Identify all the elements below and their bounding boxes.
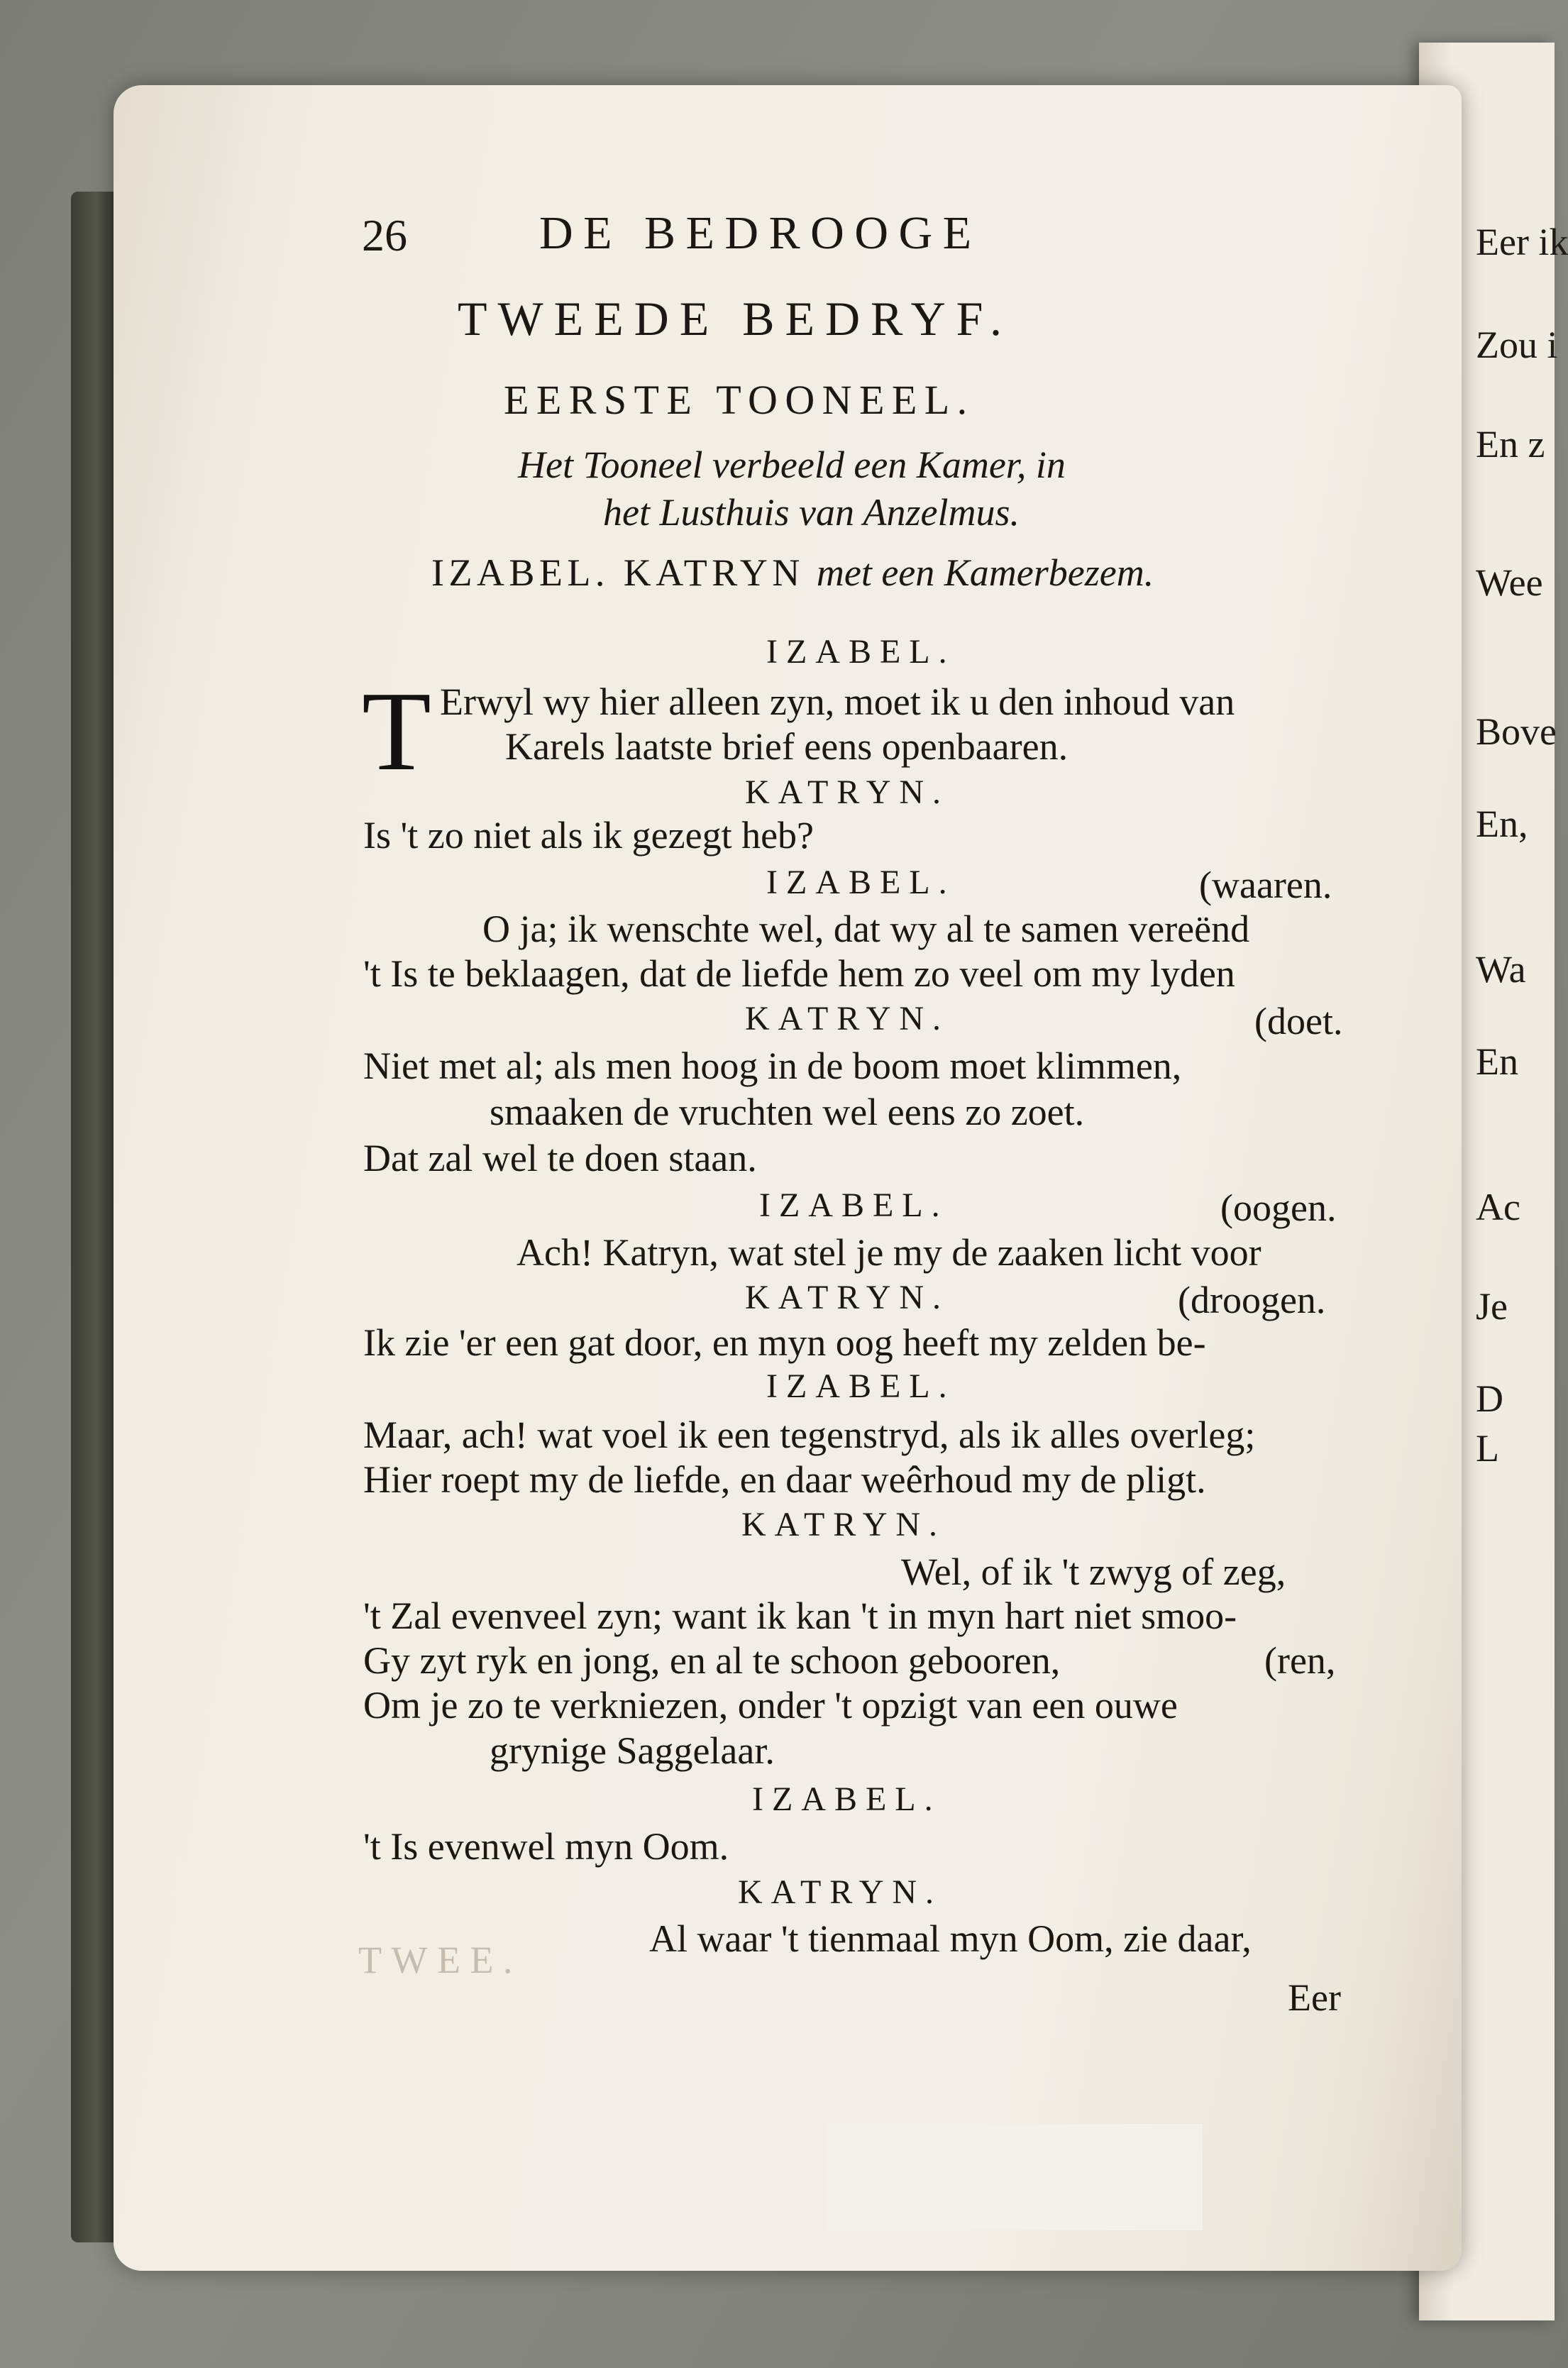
drop-cap: T bbox=[362, 668, 431, 794]
facing-fragment: L bbox=[1476, 1427, 1499, 1470]
verse-line: Karels laatste brief eens openbaaren. bbox=[505, 725, 1069, 768]
facing-fragment: Wa bbox=[1476, 948, 1526, 991]
speaker-name: KATRYN. bbox=[741, 1506, 946, 1543]
cast-names: IZABEL. KATRYN bbox=[431, 551, 805, 594]
facing-fragment: Ac bbox=[1476, 1186, 1520, 1228]
verse-line: 't Is evenwel myn Oom. bbox=[363, 1825, 729, 1868]
facing-fragment: En z bbox=[1476, 423, 1545, 466]
verse-line: Wel, of ik 't zwyg of zeg, bbox=[901, 1551, 1286, 1593]
cast-note: met een Kamerbezem. bbox=[816, 551, 1154, 594]
verse-line: 't Is te beklaagen, dat de liefde hem zo veel om my lyden bbox=[363, 952, 1235, 995]
verse-line: Om je zo te verkniezen, onder 't opzigt van een ouwe bbox=[363, 1684, 1178, 1727]
verse-line: Erwyl wy hier alleen zyn, moet ik u den inhoud van bbox=[440, 681, 1235, 723]
turnover: (waaren. bbox=[1199, 864, 1332, 906]
facing-fragment: Eer ik bbox=[1476, 221, 1568, 263]
verse-line: smaaken de vruchten wel eens zo zoet. bbox=[490, 1091, 1085, 1133]
facing-fragment: D bbox=[1476, 1377, 1503, 1420]
scene-title: EERSTE TOONEEL. bbox=[504, 377, 975, 423]
speaker-name: IZABEL. bbox=[752, 1780, 942, 1818]
turnover: (doet. bbox=[1254, 1000, 1343, 1042]
page-number: 26 bbox=[362, 210, 407, 260]
speaker-name: KATRYN. bbox=[745, 1279, 950, 1316]
facing-fragment: Zou i bbox=[1476, 324, 1558, 366]
verse-line: Hier roept my de liefde, en daar weêrhoud my de pligt. bbox=[363, 1458, 1206, 1501]
stage-direction: Het Tooneel verbeeld een Kamer, in bbox=[518, 444, 1066, 486]
verse-line: Ach! Katryn, wat stel je my de zaaken licht voor bbox=[517, 1231, 1261, 1274]
turnover: (droogen. bbox=[1178, 1279, 1326, 1321]
paper-label bbox=[827, 2124, 1203, 2230]
verse-line: Ik zie 'er een gat door, en myn oog heeft my zelden be- bbox=[363, 1321, 1206, 1364]
verse-line: grynige Saggelaar. bbox=[490, 1729, 775, 1772]
verse-line: 't Zal evenveel zyn; want ik kan 't in myn hart niet smoo- bbox=[363, 1595, 1237, 1637]
speaker-name: KATRYN. bbox=[745, 773, 950, 811]
speaker-name: IZABEL. bbox=[766, 633, 956, 671]
show-through-text: TWEE. bbox=[358, 1939, 522, 1981]
facing-fragment: Je bbox=[1476, 1285, 1508, 1328]
facing-fragment: En bbox=[1476, 1040, 1518, 1083]
facing-fragment: En, bbox=[1476, 803, 1528, 845]
verse-line: Niet met al; als men hoog in de boom moet klimmen, bbox=[363, 1045, 1182, 1087]
facing-fragment: Bove bbox=[1476, 710, 1557, 753]
verse-line: Is 't zo niet als ik gezegt heb? bbox=[363, 814, 815, 857]
running-title: DE BEDROOGE bbox=[539, 207, 982, 259]
speaker-name: IZABEL. bbox=[766, 1367, 956, 1405]
act-title: TWEEDE BEDRYF. bbox=[458, 292, 1012, 346]
turnover: (oogen. bbox=[1220, 1186, 1337, 1229]
speaker-name: IZABEL. bbox=[766, 864, 956, 901]
verse-line: O ja; ik wenschte wel, dat wy al te samen vereënd bbox=[482, 908, 1250, 950]
verse-line: Al waar 't tienmaal myn Oom, zie daar, bbox=[649, 1917, 1252, 1960]
facing-fragment: Wee bbox=[1476, 561, 1543, 604]
verse-line: Gy zyt ryk en jong, en al te schoon gebooren, bbox=[363, 1639, 1061, 1682]
speaker-name: KATRYN. bbox=[745, 1000, 950, 1037]
catchword: Eer bbox=[1288, 1976, 1341, 2019]
stage-direction: het Lusthuis van Anzelmus. bbox=[603, 491, 1020, 534]
speaker-name: IZABEL. bbox=[759, 1186, 949, 1224]
speaker-name: KATRYN. bbox=[738, 1873, 943, 1911]
cast-line bbox=[431, 551, 1154, 594]
turnover: (ren, bbox=[1264, 1639, 1336, 1682]
verse-line: Dat zal wel te doen staan. bbox=[363, 1137, 757, 1179]
verse-line: Maar, ach! wat voel ik een tegenstryd, als ik alles overleg; bbox=[363, 1414, 1256, 1456]
